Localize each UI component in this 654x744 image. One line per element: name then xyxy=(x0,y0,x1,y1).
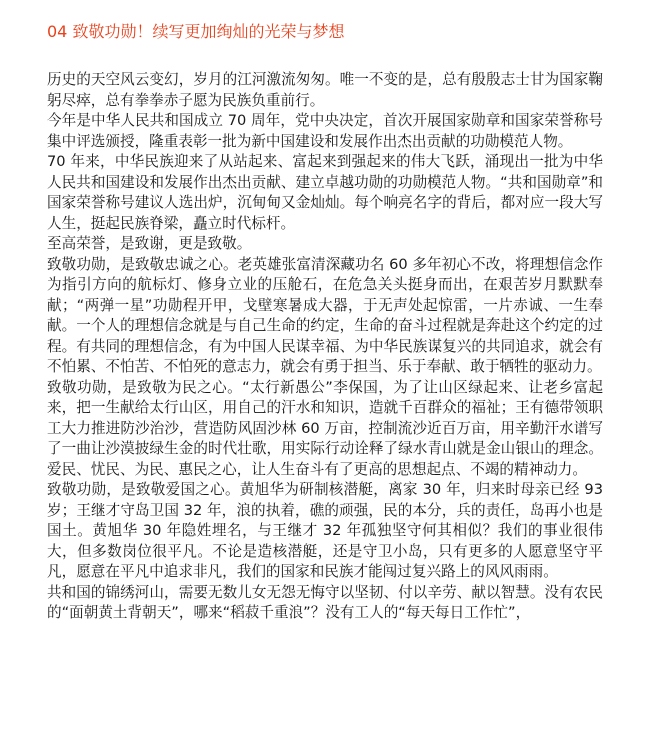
paragraph: 致敬功勋，是致敬为民之心。“太行新愚公”李保国，为了让山区绿起来、让老乡富起来，把一生献给太行山区，用自己的汗水和知识，造就千百群众的福祉；王有德带领职工大力推进防沙治沙，营造防风固沙林 60 万亩，控制流沙近百万亩，用辛勤汗水谱写了一曲让沙漠披绿生金的时代壮歌，用实际行动诠释了绿水青山就是金山银山的理念。爱民、忧民、为民、惠民之心，让人生奋斗有了更高的思想起点、不竭的精神动力。 xyxy=(47,378,603,478)
paragraph: 致敬功勋，是致敬忠诚之心。老英雄张富清深藏功名 60 多年初心不改，将理想信念作为指引方向的航标灯、修身立业的压舱石，在危急关头挺身而出，在艰苦岁月默默奉献；“两弹一星”功勋程开甲，戈壁寒暑成大器，于无声处起惊雷，一片赤诚、一生奉献。一个人的理想信念就是与自己生命的约定，生命的奋斗过程就是奔赴这个约定的过程。有共同的理想信念，有为中国人民谋幸福、为中华民族谋复兴的共同追求，就会有不怕累、不怕苦、不怕死的意志力，就会有勇于担当、乐于奉献、敢于牺牲的驱动力。 xyxy=(47,255,603,375)
paragraph: 历史的天空风云变幻，岁月的江河激流匆匆。唯一不变的是，总有殷殷志士甘为国家鞠躬尽瘁，总有拳拳赤子愿为民族负重前行。 xyxy=(47,71,603,109)
paragraph: 致敬功勋，是致敬爱国之心。黄旭华为研制核潜艇，离家 30 年，归来时母亲已经 93 岁；王继才守岛卫国 32 年，浪的执着，礁的顽强，民的本分，兵的责任，岛再小也是国土。黄旭华 30 年隐姓埋名，与王继才 32 年孤独坚守何其相似？我们的事业很伟大，但多数岗位很平凡。不论是造核潜艇，还是守卫小岛，只有更多的人愿意坚守平凡，愿意在平凡中追求非凡，我们的国家和民族才能闯过复兴路上的风风雨雨。 xyxy=(47,481,603,580)
article-title: 04 致敬功勋！续写更加绚灿的光荣与梦想 xyxy=(47,22,345,41)
paragraph: 70 年来，中华民族迎来了从站起来、富起来到强起来的伟大飞跃，涌现出一批为中华人民共和国建设和发展作出杰出贡献、建立卓越功勋的功勋模范人物。“共和国勋章”和国家荣誉称号建议人选出炉，沉甸甸又金灿灿。每个响亮名字的背后，都对应一段大写人生，挺起民族脊梁，矗立时代标杆。 xyxy=(47,153,603,232)
article-body xyxy=(47,70,603,624)
paragraph: 共和国的锦绣河山，需要无数儿女无怨无悔守以坚韧、付以辛劳、献以智慧。没有农民的“面朝黄土背朝天”，哪来“稻菽千重浪”？没有工人的“每天每日工作忙”， xyxy=(47,583,603,621)
paragraph: 今年是中华人民共和国成立 70 周年，党中央决定，首次开展国家勋章和国家荣誉称号集中评选颁授，隆重表彰一批为新中国建设和发展作出杰出贡献的功勋模范人物。 xyxy=(47,112,603,150)
paragraph: 至高荣誉，是致谢，更是致敬。 xyxy=(47,235,252,252)
